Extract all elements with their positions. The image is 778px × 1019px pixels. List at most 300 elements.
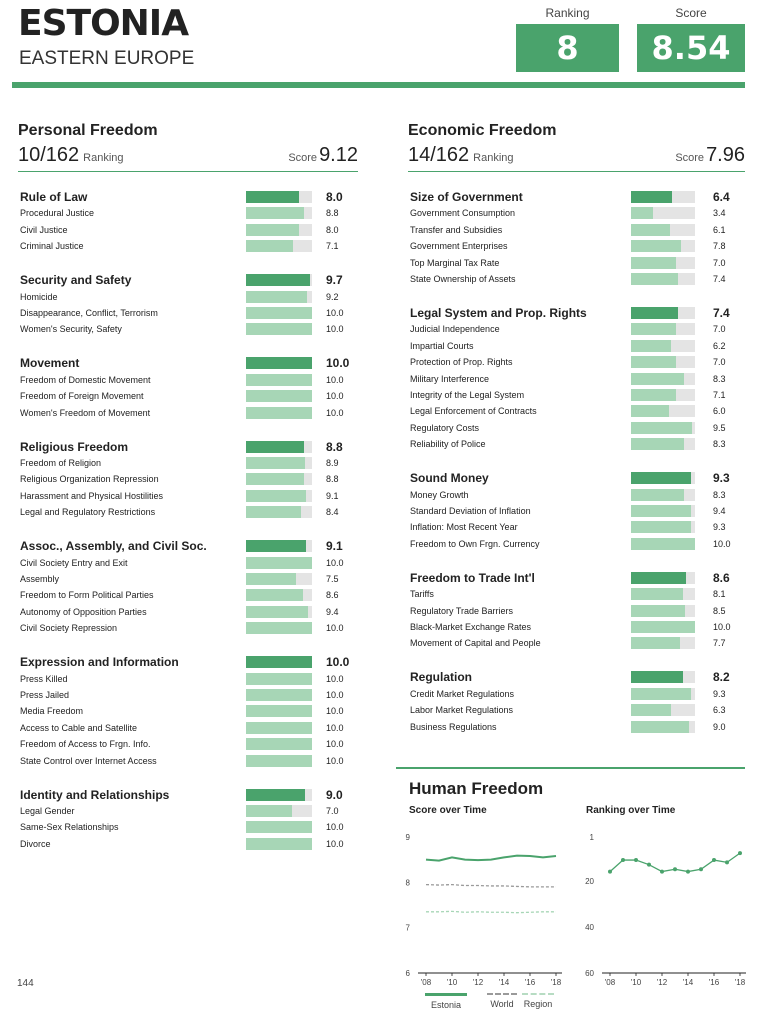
score-bar-fill — [246, 722, 312, 734]
score-bar-fill — [631, 572, 686, 584]
subcategory-label: Impartial Courts — [410, 340, 474, 351]
category-score-bar — [631, 191, 695, 203]
data-point — [725, 860, 729, 864]
subcategory-score-bar — [631, 489, 695, 501]
category-score-bar — [246, 656, 312, 668]
subcategory-label: Assembly — [20, 574, 60, 584]
subcategory-row — [410, 321, 745, 337]
subcategory-row — [20, 238, 350, 254]
category-label: Regulation — [410, 670, 472, 685]
score-bar-fill — [631, 721, 689, 733]
subcategory-label: Regulatory Trade Barriers — [410, 605, 514, 616]
subcategory-row — [20, 687, 350, 703]
subcategory-label: Freedom of Domestic Movement — [20, 374, 151, 385]
score-bar-fill — [631, 257, 676, 269]
subcategory-row — [20, 222, 350, 238]
category-row — [410, 470, 745, 486]
page-number: 144 — [17, 978, 34, 989]
subcategory-label: Harassment and Physical Hostilities — [20, 490, 164, 501]
subcategory-score: 6.3 — [713, 705, 726, 716]
subcategory-label: Freedom of Access to Frgn. Info. — [20, 739, 151, 750]
data-point — [686, 870, 690, 874]
category-label: Assoc., Assembly, and Civil Soc. — [20, 539, 207, 554]
subcategory-row — [20, 571, 350, 587]
subcategory-score-bar — [246, 374, 312, 386]
subcategory-score: 8.8 — [326, 474, 339, 485]
score-bar-fill — [246, 557, 312, 569]
score-bar-fill — [246, 473, 304, 485]
score-bar-fill — [631, 438, 684, 450]
x-tick-label: '10 — [630, 978, 642, 987]
data-point — [634, 858, 638, 862]
subcategory-score-bar — [246, 240, 312, 252]
subcategory-label: Legal Enforcement of Contracts — [410, 406, 537, 417]
subcategory-label: Movement of Capital and People — [410, 638, 541, 649]
subcategory-row — [410, 619, 745, 635]
score-bar-fill — [631, 538, 695, 550]
subcategory-row — [20, 372, 350, 388]
subcategory-score-bar — [631, 505, 695, 517]
subcategory-score: 10.0 — [326, 557, 344, 568]
subcategory-label: Reliability of Police — [410, 439, 486, 450]
subcategory-label: Access to Cable and Satellite — [20, 722, 138, 733]
subcategory-label: Black-Market Exchange Rates — [410, 622, 532, 632]
subcategory-row — [410, 635, 745, 651]
y-tick-label: 40 — [585, 922, 594, 932]
score-bar-fill — [246, 291, 307, 303]
score-bar-fill — [246, 589, 303, 601]
score-bar-fill — [631, 373, 684, 385]
subcategory-label: Freedom of Foreign Movement — [20, 391, 144, 402]
category-row — [20, 272, 350, 288]
score-bar-fill — [631, 307, 678, 319]
score-bar-fill — [246, 490, 306, 502]
ranking-value: 8 — [516, 24, 619, 72]
header-divider — [12, 82, 745, 88]
economic-freedom-summary — [408, 144, 745, 172]
legend-estonia-swatch — [425, 993, 467, 996]
score-bar-fill — [631, 704, 671, 716]
subcategory-row — [20, 703, 350, 719]
economic-score — [675, 144, 745, 167]
subcategory-label: Tariffs — [410, 589, 434, 600]
score-bar-fill — [631, 621, 695, 633]
personal-score-label: Score — [288, 152, 318, 164]
subcategory-label: Inflation: Most Recent Year — [410, 522, 518, 533]
category-score-bar — [631, 572, 695, 584]
subcategory-score-bar — [631, 688, 695, 700]
human-freedom-title: Human Freedom — [409, 779, 544, 798]
subcategory-label: Autonomy of Opposition Parties — [20, 606, 147, 617]
subcategory-score-bar — [631, 240, 695, 252]
score-bar-fill — [631, 340, 671, 352]
score-bar-fill — [631, 405, 669, 417]
subcategory-row — [20, 321, 350, 337]
category-row — [410, 305, 745, 321]
subcategory-score: 10.0 — [326, 822, 344, 833]
personal-rank — [18, 144, 124, 167]
data-point — [738, 851, 742, 855]
personal-score-value: 9.12 — [319, 144, 358, 166]
country-name: ESTONIA — [18, 3, 189, 44]
economic-freedom-header — [408, 122, 745, 172]
score-bar-fill — [246, 606, 308, 618]
subcategory-score-bar — [246, 606, 312, 618]
x-tick-label: '14 — [498, 978, 510, 987]
subcategory-label: Protection of Prop. Rights — [410, 357, 513, 368]
subcategory-row — [410, 603, 745, 619]
subcategory-score: 8.9 — [326, 458, 339, 468]
category-score-bar — [246, 274, 312, 286]
score-bar-fill — [246, 224, 299, 236]
subcategory-row — [410, 420, 745, 436]
subcategory-row — [20, 753, 350, 769]
y-tick-label: 6 — [405, 969, 410, 978]
subcategory-score: 3.4 — [713, 208, 726, 219]
subcategory-label: Freedom of Religion — [20, 458, 102, 468]
subcategory-label: Women's Freedom of Movement — [20, 407, 151, 418]
category-score-bar — [631, 472, 695, 484]
subcategory-score: 10.0 — [326, 838, 344, 849]
subcategory-row — [20, 819, 350, 835]
subcategory-score: 10.0 — [713, 538, 731, 549]
score-bar-fill — [246, 622, 312, 634]
score-bar-fill — [246, 506, 301, 518]
subcategory-score: 9.5 — [713, 422, 726, 433]
subcategory-label: Freedom to Own Frgn. Currency — [410, 538, 540, 549]
score-bar-fill — [246, 390, 312, 402]
x-tick-label: '14 — [682, 978, 694, 987]
subcategory-score-bar — [246, 755, 312, 767]
subcategory-score-bar — [631, 721, 695, 733]
subcategory-label: Press Killed — [20, 673, 68, 684]
score-bar-fill — [246, 673, 312, 685]
subcategory-row — [410, 719, 745, 735]
legend-world-label: World — [490, 999, 514, 1009]
subcategory-row — [20, 504, 350, 520]
subcategory-label: Business Regulations — [410, 721, 497, 732]
personal-freedom-header — [18, 122, 358, 172]
subcategory-score: 10.0 — [326, 407, 344, 418]
score-bar-fill — [246, 357, 312, 369]
overall-score — [637, 6, 745, 72]
economic-rank — [408, 144, 514, 167]
subcategory-score: 7.7 — [713, 638, 726, 649]
subcategory-score-bar — [631, 704, 695, 716]
subcategory-label: Procedural Justice — [20, 208, 95, 219]
subcategory-score-bar — [246, 407, 312, 419]
score-bar-fill — [246, 789, 305, 801]
score-bar-fill — [631, 489, 684, 501]
score-over-time-chart — [396, 825, 566, 990]
subcategory-score: 10.0 — [713, 622, 731, 632]
score-bar-fill — [246, 838, 312, 850]
subcategory-score-bar — [246, 673, 312, 685]
subcategory-row — [410, 387, 745, 403]
subcategory-row — [20, 720, 350, 736]
category-label: Expression and Information — [20, 655, 179, 670]
economic-rank-label: Ranking — [473, 152, 514, 164]
score-bar-fill — [246, 323, 312, 335]
subcategory-label: Divorce — [20, 838, 51, 849]
subcategory-score: 6.1 — [713, 224, 726, 235]
score-bar-fill — [246, 689, 312, 701]
subcategory-score-bar — [631, 257, 695, 269]
subcategory-score: 10.0 — [326, 374, 344, 385]
category-score-bar — [246, 441, 312, 453]
score-bar-fill — [246, 207, 304, 219]
subcategory-label: Legal Gender — [20, 806, 75, 816]
subcategory-score: 9.4 — [326, 606, 339, 617]
score-value: 8.54 — [637, 24, 745, 72]
score-bar-fill — [246, 656, 312, 668]
subcategory-row — [20, 736, 350, 752]
subcategory-score: 8.8 — [326, 208, 339, 219]
subcategory-score: 7.0 — [713, 257, 726, 268]
y-tick-label: 7 — [405, 923, 410, 933]
x-tick-label: '18 — [734, 978, 746, 987]
subcategory-row — [20, 803, 350, 819]
category-row — [20, 355, 350, 371]
subcategory-row — [410, 503, 745, 519]
subcategory-score: 9.4 — [713, 506, 726, 516]
subcategory-score-bar — [631, 323, 695, 335]
subcategory-row — [20, 471, 350, 487]
legend-world-swatch — [487, 993, 517, 995]
subcategory-row — [410, 205, 745, 221]
ranking-over-time-chart — [580, 825, 750, 990]
subcategory-label: Religious Organization Repression — [20, 474, 159, 485]
subcategory-score-bar — [631, 422, 695, 434]
subcategory-score-bar — [631, 340, 695, 352]
subcategory-score-bar — [631, 405, 695, 417]
score-bar-fill — [631, 605, 685, 617]
subcategory-score-bar — [246, 506, 312, 518]
subcategory-label: State Ownership of Assets — [410, 274, 516, 284]
subcategory-score: 10.0 — [326, 706, 344, 717]
series-line-region — [426, 911, 556, 912]
subcategory-score-bar — [246, 738, 312, 750]
subcategory-label: Disappearance, Conflict, Terrorism — [20, 308, 158, 318]
subcategory-row — [410, 586, 745, 602]
category-score: 8.0 — [326, 190, 343, 204]
subcategory-score: 10.0 — [326, 623, 344, 634]
subcategory-score-bar — [246, 457, 312, 469]
subcategory-row — [20, 836, 350, 852]
score-bar-fill — [631, 389, 676, 401]
legend-region-swatch — [522, 993, 554, 995]
ranking-label: Ranking — [545, 6, 590, 20]
subcategory-row — [410, 519, 745, 535]
score-bar-fill — [631, 688, 691, 700]
legend-estonia-label: Estonia — [430, 1000, 462, 1010]
category-row — [20, 189, 350, 205]
subcategory-row — [410, 536, 745, 552]
score-bar-fill — [631, 505, 691, 517]
subcategory-label: Judicial Independence — [410, 324, 500, 335]
subcategory-row — [410, 338, 745, 354]
score-bar-fill — [246, 457, 305, 469]
subcategory-row — [410, 403, 745, 419]
score-bar-fill — [246, 805, 292, 817]
legend-region-label: Region — [523, 999, 553, 1009]
subcategory-label: Money Growth — [410, 489, 469, 500]
category-label: Identity and Relationships — [20, 787, 170, 802]
subcategory-score: 7.8 — [713, 241, 726, 252]
subcategory-label: Press Jailed — [20, 690, 70, 700]
category-score: 8.8 — [326, 439, 343, 454]
subcategory-row — [410, 255, 745, 271]
category-score: 10.0 — [326, 356, 350, 371]
subcategory-score: 7.0 — [713, 357, 726, 368]
y-tick-label: 9 — [405, 833, 410, 842]
subcategory-score-bar — [246, 390, 312, 402]
subcategory-row — [20, 405, 350, 421]
category-score: 9.1 — [326, 539, 343, 554]
category-score-bar — [246, 357, 312, 369]
subcategory-score: 8.3 — [713, 489, 726, 500]
subcategory-score-bar — [246, 821, 312, 833]
score-bar-fill — [631, 240, 681, 252]
score-bar-fill — [631, 273, 678, 285]
subcategory-score: 10.0 — [326, 324, 344, 335]
human-freedom-divider — [396, 767, 745, 769]
subcategory-score: 9.3 — [713, 522, 726, 533]
subcategory-row — [20, 488, 350, 504]
subcategory-row — [410, 222, 745, 238]
subcategory-score: 8.6 — [326, 590, 339, 601]
subcategory-label: Regulatory Costs — [410, 422, 480, 433]
y-tick-label: 20 — [585, 876, 594, 886]
subcategory-label: Civil Justice — [20, 224, 68, 235]
subcategory-score: 10.0 — [326, 673, 344, 684]
subcategory-row — [20, 555, 350, 571]
score-bar-fill — [631, 207, 653, 219]
subcategory-score: 9.2 — [326, 291, 339, 302]
data-point — [621, 858, 625, 862]
score-bar-fill — [246, 705, 312, 717]
legend-estonia — [425, 993, 467, 1010]
subcategory-score-bar — [631, 605, 695, 617]
category-label: Religious Freedom — [20, 439, 129, 454]
score-bar-fill — [246, 441, 304, 453]
subcategory-score-bar — [631, 521, 695, 533]
score-bar-fill — [246, 573, 296, 585]
subcategory-label: Transfer and Subsidies — [410, 224, 503, 235]
subcategory-score: 10.0 — [326, 308, 344, 318]
region-name: EASTERN EUROPE — [19, 48, 195, 69]
subcategory-score: 8.4 — [326, 507, 339, 518]
score-bar-fill — [246, 821, 312, 833]
category-score-bar — [246, 789, 312, 801]
subcategory-score: 9.3 — [713, 688, 726, 699]
category-row — [410, 189, 745, 205]
subcategory-row — [410, 686, 745, 702]
economic-freedom-title: Economic Freedom — [408, 122, 557, 139]
subcategory-label: Civil Society Entry and Exit — [20, 557, 128, 568]
subcategory-score: 8.0 — [326, 224, 339, 235]
subcategory-score-bar — [246, 473, 312, 485]
data-point — [673, 867, 677, 871]
category-score: 8.2 — [713, 670, 730, 685]
score-bar-fill — [631, 323, 676, 335]
subcategory-label: Military Interference — [410, 373, 490, 384]
subcategory-score: 10.0 — [326, 722, 344, 733]
legend-world — [487, 993, 517, 1009]
subcategory-label: Top Marginal Tax Rate — [410, 257, 500, 268]
subcategory-row — [410, 371, 745, 387]
subcategory-label: Integrity of the Legal System — [410, 390, 525, 400]
subcategory-score-bar — [246, 490, 312, 502]
subcategory-score-bar — [631, 207, 695, 219]
subcategory-score: 8.5 — [713, 605, 726, 616]
subcategory-score: 10.0 — [326, 739, 344, 750]
subcategory-label: Same-Sex Relationships — [20, 822, 119, 833]
personal-rank-label: Ranking — [83, 152, 124, 164]
subcategory-score: 7.0 — [326, 806, 339, 816]
data-point — [608, 870, 612, 874]
score-bar-fill — [246, 307, 312, 319]
subcategory-row — [20, 587, 350, 603]
subcategory-label: Standard Deviation of Inflation — [410, 506, 531, 516]
subcategory-score-bar — [246, 291, 312, 303]
score-bar-fill — [246, 738, 312, 750]
personal-score — [288, 144, 358, 167]
score-bar-fill — [631, 472, 691, 484]
subcategory-row — [20, 620, 350, 636]
subcategory-score-bar — [246, 838, 312, 850]
category-label: Freedom to Trade Int'l — [410, 570, 535, 585]
data-point — [712, 858, 716, 862]
subcategory-row — [20, 205, 350, 221]
series-line-estonia — [426, 856, 556, 861]
subcategory-row — [20, 388, 350, 404]
economic-rank-value: 14/162 — [408, 144, 470, 166]
subcategory-score: 7.1 — [326, 241, 339, 252]
x-tick-label: '16 — [524, 978, 536, 987]
score-over-time-title: Score over Time — [409, 805, 487, 816]
subcategory-score-bar — [631, 373, 695, 385]
subcategory-row — [20, 604, 350, 620]
category-row — [20, 654, 350, 670]
overall-ranking — [516, 6, 619, 72]
subcategory-label: Legal and Regulatory Restrictions — [20, 507, 156, 518]
subcategory-row — [410, 702, 745, 718]
legend-region — [522, 993, 554, 1009]
category-label: Rule of Law — [20, 190, 88, 204]
subcategory-score: 10.0 — [326, 690, 344, 700]
category-score: 7.4 — [713, 306, 730, 320]
personal-rank-value: 10/162 — [18, 144, 80, 166]
subcategory-row — [20, 289, 350, 305]
y-tick-label: 60 — [585, 969, 594, 978]
personal-freedom-summary — [18, 144, 358, 172]
subcategory-score-bar — [246, 207, 312, 219]
subcategory-score: 8.3 — [713, 373, 726, 384]
score-bar-fill — [631, 588, 683, 600]
x-tick-label: '12 — [656, 978, 668, 987]
score-bar-fill — [631, 224, 670, 236]
data-point — [660, 870, 664, 874]
y-tick-label: 8 — [405, 878, 410, 888]
category-label: Security and Safety — [20, 273, 132, 288]
category-label: Sound Money — [410, 471, 489, 486]
subcategory-score: 10.0 — [326, 755, 344, 766]
subcategory-score-bar — [246, 224, 312, 236]
subcategory-row — [20, 455, 350, 471]
subcategory-row — [410, 487, 745, 503]
subcategory-score-bar — [631, 621, 695, 633]
